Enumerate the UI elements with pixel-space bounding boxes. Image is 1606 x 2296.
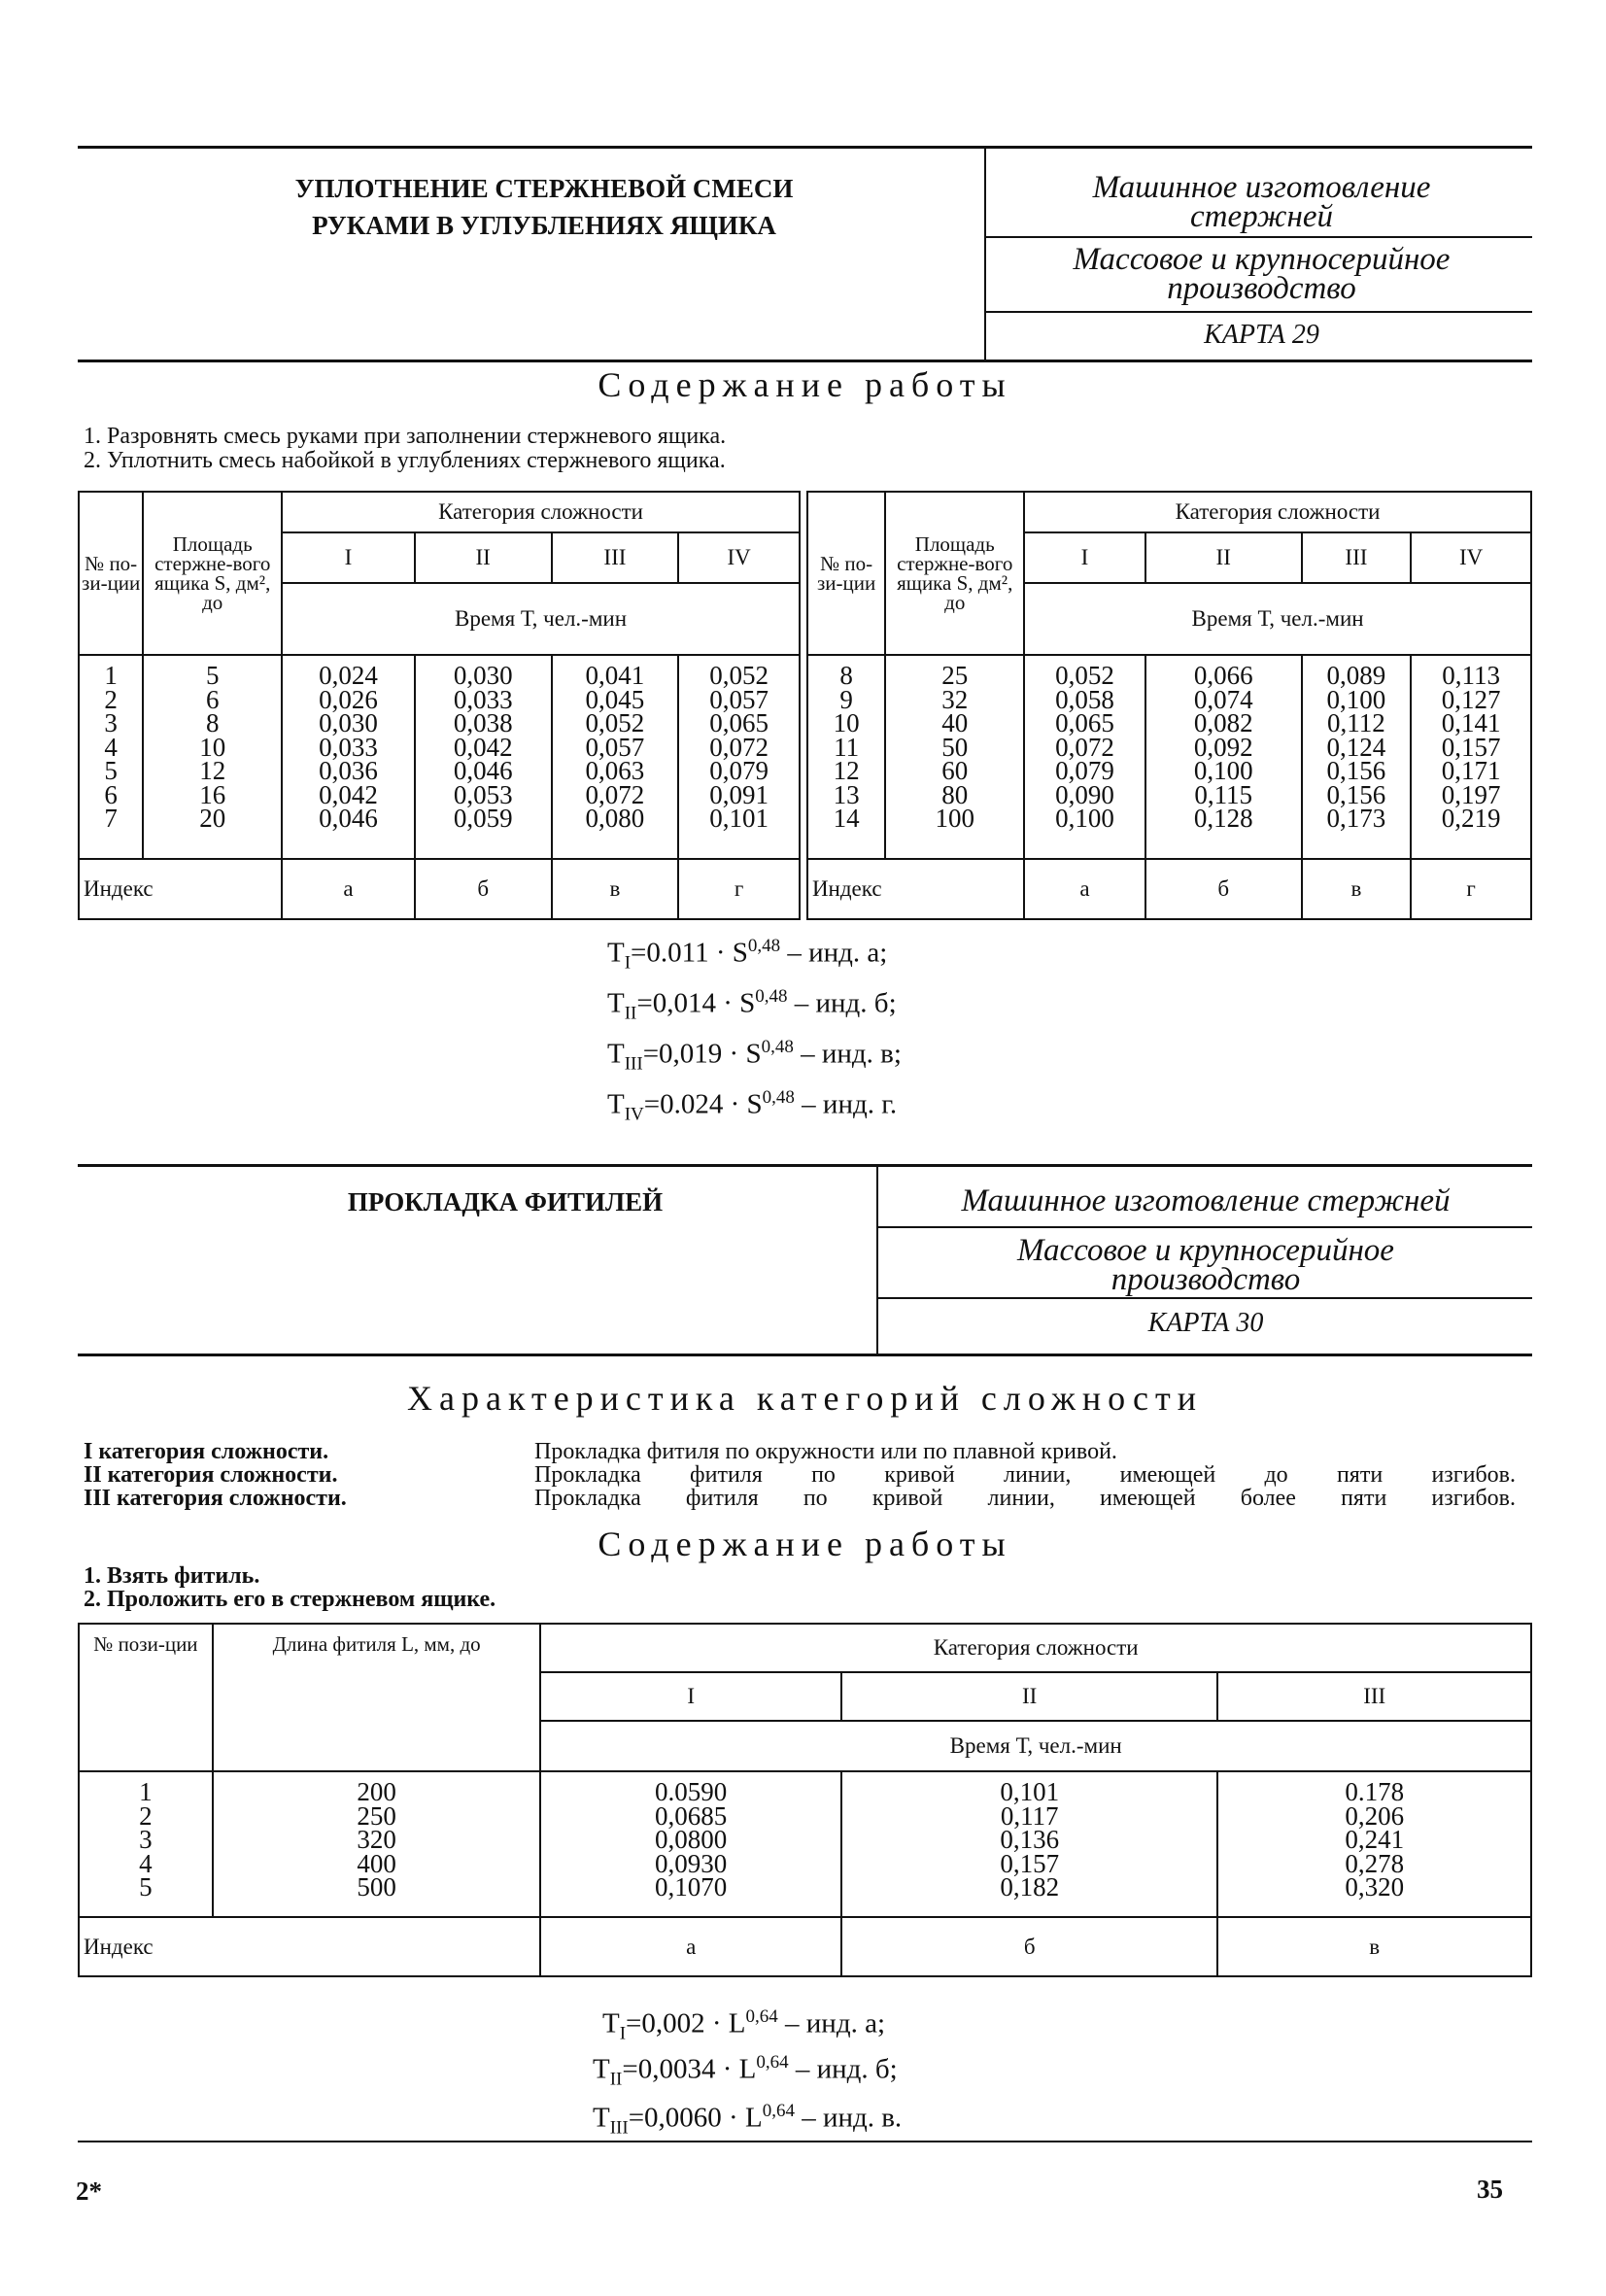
right-cat4-values xyxy=(1411,655,1531,859)
table-cell-value: 0,0800 xyxy=(655,1825,728,1854)
index-a-left: а xyxy=(282,859,415,919)
table-cell-value: 60 xyxy=(941,756,969,785)
formula-exp: 0,48 xyxy=(762,1087,795,1108)
col-pos-header-right: № по-зи-ции xyxy=(807,492,885,655)
table-cell-value: 0,128 xyxy=(1193,804,1253,833)
table-cell-value: 0.178 xyxy=(1345,1777,1405,1806)
table-cell-value: 0,079 xyxy=(709,756,769,785)
header-rule-1 xyxy=(984,236,1532,238)
col-category-header-left: Категория сложности xyxy=(282,492,800,532)
table-cell-value: 400 xyxy=(357,1848,396,1878)
table-cell-value: 0,115 xyxy=(1194,779,1253,809)
bottom-rule xyxy=(78,2141,1532,2142)
formula-expr: =0,002 · L xyxy=(626,2007,746,2039)
formula-expr: =0.024 · S xyxy=(643,1088,763,1120)
table-cell-value: 0,059 xyxy=(453,804,513,833)
table-cell-value: 0,024 xyxy=(319,661,378,690)
table-cell-value: 0,033 xyxy=(453,684,513,714)
right-cat2-values xyxy=(1145,655,1302,859)
index-a-right: а xyxy=(1024,859,1145,919)
left-areas xyxy=(143,655,282,859)
formula-index: – инд. б; xyxy=(787,987,897,1019)
table-cell-value: 0,089 xyxy=(1326,661,1386,690)
card30-index-label: Индекс xyxy=(79,1917,540,1976)
category-3-desc: Прокладка фитиля по кривой линии, имеющей более пяти изгибов. xyxy=(534,1486,1516,1511)
table-cell-value: 0,046 xyxy=(453,756,513,785)
formula-sub: II xyxy=(624,1003,637,1024)
table-cell-value: 0,090 xyxy=(1055,779,1114,809)
table-cell-value: 0,072 xyxy=(709,732,769,762)
table-cell-value: 80 xyxy=(941,779,969,809)
table-cell-value: 0,026 xyxy=(319,684,378,714)
table-cell-value: 0,1070 xyxy=(655,1872,728,1902)
formula-sub: II xyxy=(609,2069,623,2090)
table-cell-value: 0,124 xyxy=(1326,732,1386,762)
index-v-right: в xyxy=(1302,859,1412,919)
table-cell-value: 0,101 xyxy=(709,804,769,833)
cat-I-right: I xyxy=(1024,532,1145,583)
card29-formula-3: $T_{III}=0,019 \cdot S^{0,48}$ – инд. в; xyxy=(607,1037,902,1075)
table-cell-value: 12 xyxy=(199,756,226,785)
table-cell-value: 8 xyxy=(205,708,220,737)
card30-col-category-header: Категория сложности xyxy=(540,1624,1531,1672)
table-cell-value: 0,038 xyxy=(453,708,513,737)
table-cell-value: 5 xyxy=(205,661,220,690)
card29-title-line2: РУКАМИ В УГЛУБЛЕНИЯХ ЯЩИКА xyxy=(312,211,776,240)
formula-expr: =0,0060 · L xyxy=(628,2102,763,2134)
table-cell-value: 0,057 xyxy=(709,684,769,714)
left-positions xyxy=(79,655,143,859)
formula-sub: III xyxy=(624,1053,643,1075)
formula-index: – инд. в; xyxy=(793,1038,902,1070)
cat-II-right: II xyxy=(1145,532,1302,583)
formula-index: – инд. а; xyxy=(780,937,888,969)
category-3-name: III категория сложности. xyxy=(84,1486,347,1511)
right-cat3-values xyxy=(1302,655,1412,859)
table-cell-value: 0,171 xyxy=(1441,756,1501,785)
cat-IV-left: IV xyxy=(678,532,800,583)
card30-col-length-header: Длина фитиля L, мм, до xyxy=(213,1624,541,1771)
table-cell-value: 0,157 xyxy=(1000,1848,1060,1878)
formula-exp: 0,64 xyxy=(756,2052,789,2073)
header-divider xyxy=(984,146,986,361)
index-label-left: Индекс xyxy=(79,859,282,919)
table-cell-value: 100 xyxy=(935,804,974,833)
table-cell-value: 200 xyxy=(357,1777,396,1806)
col-category-header-right: Категория сложности xyxy=(1024,492,1531,532)
category-1-desc: Прокладка фитиля по окружности или по плавной кривой. xyxy=(534,1439,1117,1464)
table-cell-value: 0,112 xyxy=(1327,708,1385,737)
col-pos-header-left: № по-зи-ции xyxy=(79,492,143,655)
table-cell-value: 0,0930 xyxy=(655,1848,728,1878)
left-cat1-values xyxy=(282,655,415,859)
formula-expr: =0.011 · S xyxy=(631,937,748,969)
formula-expr: =0,019 · S xyxy=(642,1038,762,1070)
card30-production xyxy=(879,1233,1532,1297)
card29-card-label: КАРТА 29 xyxy=(1204,320,1319,350)
table-cell-value: 0,100 xyxy=(1055,804,1114,833)
table-cell-value: 0,278 xyxy=(1345,1848,1405,1878)
table-cell-value: 0,127 xyxy=(1441,684,1501,714)
index-g-right: г xyxy=(1411,859,1531,919)
table-cell-value: 0,101 xyxy=(1000,1777,1060,1806)
header-bottom-rule xyxy=(78,360,1532,362)
table-cell-value: 6 xyxy=(104,779,118,809)
card30-formula-2: $T_{II}=0,0034 \cdot L^{0,64}$ – инд. б; xyxy=(593,2052,898,2090)
table-cell-value: 0,045 xyxy=(585,684,645,714)
table-cell-value: 500 xyxy=(357,1872,396,1902)
table-cell-value: 0,173 xyxy=(1326,804,1386,833)
table-cell-value: 0,072 xyxy=(585,779,645,809)
table-cell-value: 1 xyxy=(104,661,118,690)
table-cell-value: 40 xyxy=(941,708,969,737)
card29-category-line1: Машинное изготовление xyxy=(1092,170,1431,205)
table-cell-value: 0,100 xyxy=(1193,756,1253,785)
card30-card-label: КАРТА 30 xyxy=(1147,1308,1264,1338)
formula-sub: IV xyxy=(624,1104,644,1125)
card30-production-line2: производство xyxy=(1111,1262,1301,1297)
table-cell-value: 2 xyxy=(104,684,118,714)
table-cell-value: 6 xyxy=(205,684,220,714)
card30-formula-3: $T_{III}=0,0060 \cdot L^{0,64}$ – инд. в. xyxy=(593,2101,903,2139)
table-cell-value: 0,113 xyxy=(1442,661,1500,690)
table-cell-value: 0,141 xyxy=(1441,708,1501,737)
table-cell-value: 14 xyxy=(833,804,860,833)
table-cell-value: 0,033 xyxy=(319,732,378,762)
card30-header-bottom-rule xyxy=(78,1354,1532,1356)
table-cell-value: 20 xyxy=(199,804,226,833)
table-cell-value: 250 xyxy=(357,1800,396,1831)
table-cell-value: 0,042 xyxy=(319,779,378,809)
table-cell-value: 0,053 xyxy=(453,779,513,809)
table-cell-value: 0,074 xyxy=(1193,684,1253,714)
card29-formula-4: $T_{IV}=0.024 \cdot S^{0,48}$ – инд. г. xyxy=(607,1087,898,1125)
formula-sub: I xyxy=(619,2023,627,2044)
table-cell-value: 0,117 xyxy=(1000,1800,1059,1831)
index-g-left: г xyxy=(678,859,800,919)
cat-IV-right: IV xyxy=(1411,532,1531,583)
table-cell-value: 0,065 xyxy=(1055,708,1114,737)
table-cell-value: 4 xyxy=(139,1848,153,1878)
card29-category-line2: стержней xyxy=(1189,199,1334,234)
card30-cat-I: I xyxy=(540,1672,841,1721)
card30-positions xyxy=(79,1771,213,1917)
table-cell-value: 8 xyxy=(839,661,853,690)
card30-header-divider xyxy=(876,1164,878,1355)
table-cell-value: 0,182 xyxy=(1000,1872,1060,1902)
table-cell-value: 0,042 xyxy=(453,732,513,762)
formula-exp: 0,48 xyxy=(747,936,781,956)
table-cell-value: 10 xyxy=(199,732,226,762)
card30-title: ПРОКЛАДКА ФИТИЛЕЙ xyxy=(347,1187,664,1217)
card29-formula-2: $T_{II}=0,014 \cdot S^{0,48}$ – инд. б; xyxy=(607,986,897,1024)
card30-cat-III: III xyxy=(1217,1672,1531,1721)
time-header-right: Время Т, чел.-мин xyxy=(1024,583,1531,655)
card30-category: Машинное изготовление стержней xyxy=(961,1183,1451,1218)
table-cell-value: 10 xyxy=(833,708,860,737)
table-cell-value: 5 xyxy=(104,756,118,785)
characteristic-heading: Характеристика категорий сложности xyxy=(406,1379,1203,1418)
table-cell-value: 7 xyxy=(104,804,118,833)
table-cell-value: 0,091 xyxy=(709,779,769,809)
table-cell-value: 0,219 xyxy=(1441,804,1501,833)
index-b-right: б xyxy=(1145,859,1302,919)
category-1-name: I категория сложности. xyxy=(84,1439,329,1464)
card30-col-pos-header: № пози-ции xyxy=(79,1624,213,1771)
signature-mark: 2* xyxy=(76,2176,102,2206)
card29-formula-1: $T_I=0.011 \cdot S^{0,48}$ – инд. а; xyxy=(607,936,888,974)
left-cat3-values xyxy=(552,655,679,859)
formula-exp: 0,48 xyxy=(761,1037,794,1057)
table-cell-value: 0,092 xyxy=(1193,732,1253,762)
card30-cat-II: II xyxy=(841,1672,1217,1721)
cat-I-left: I xyxy=(282,532,415,583)
card30-work-heading: Содержание работы xyxy=(598,1525,1012,1563)
card29-category xyxy=(991,170,1532,234)
table-cell-value: 0,072 xyxy=(1055,732,1114,762)
table-cell-value: 16 xyxy=(199,779,226,809)
card29-step-2: 2. Уплотнить смесь набойкой в углублениях стержневого ящика. xyxy=(84,448,726,473)
table-cell-value: 0,052 xyxy=(1055,661,1114,690)
card29-work-heading: Содержание работы xyxy=(598,365,1012,404)
table-cell-value: 0,156 xyxy=(1326,779,1386,809)
card29-production xyxy=(991,242,1532,306)
table-cell-value: 50 xyxy=(941,732,969,762)
table-cell-value: 0,063 xyxy=(585,756,645,785)
card30-lengths xyxy=(213,1771,541,1917)
table-cell-value: 0,036 xyxy=(319,756,378,785)
table-cell-value: 2 xyxy=(139,1800,153,1831)
card30-table xyxy=(78,1623,1532,1977)
formula-index: – инд. г. xyxy=(794,1088,898,1120)
formula-expr: =0,0034 · L xyxy=(622,2053,757,2085)
table-cell-value: 0,241 xyxy=(1345,1825,1405,1854)
table-cell-value: 0,157 xyxy=(1441,732,1501,762)
card30-index-v: в xyxy=(1217,1917,1531,1976)
formula-expr: =0,014 · S xyxy=(636,987,756,1019)
card29-production-line1: Массовое и крупносерийное xyxy=(1073,242,1451,277)
card30-step-2: 2. Проложить его в стержневом ящике. xyxy=(84,1587,496,1612)
header-rule-2 xyxy=(984,311,1532,313)
table-cell-value: 0,0685 xyxy=(655,1800,728,1831)
table-cell-value: 0,079 xyxy=(1055,756,1114,785)
table-cell-value: 0,041 xyxy=(585,661,645,690)
card29-title xyxy=(155,170,933,244)
table-cell-value: 4 xyxy=(104,732,118,762)
table-cell-value: 0,100 xyxy=(1326,684,1386,714)
table-cell-value: 3 xyxy=(139,1825,153,1854)
right-areas xyxy=(885,655,1024,859)
table-cell-value: 0,030 xyxy=(453,661,513,690)
table-cell-value: 3 xyxy=(104,708,118,737)
table-cell-value: 0,320 xyxy=(1345,1872,1405,1902)
table-cell-value: 0,197 xyxy=(1441,779,1501,809)
card30-cat2-values xyxy=(841,1771,1217,1917)
table-cell-value: 0,066 xyxy=(1193,661,1253,690)
table-cell-value: 0,080 xyxy=(585,804,645,833)
formula-exp: 0,64 xyxy=(762,2101,795,2121)
left-cat2-values xyxy=(415,655,552,859)
left-cat4-values xyxy=(678,655,800,859)
card29-step-1: 1. Разровнять смесь руками при заполнении стержневого ящика. xyxy=(84,424,727,449)
table-cell-value: 0,065 xyxy=(709,708,769,737)
cat-III-right: III xyxy=(1302,532,1412,583)
table-split xyxy=(800,492,807,919)
card30-step-1: 1. Взять фитиль. xyxy=(84,1563,260,1589)
top-rule xyxy=(78,146,1532,149)
card30-formula-1: $T_I=0,002 \cdot L^{0,64}$ – инд. а; xyxy=(602,2006,886,2044)
table-cell-value: 1 xyxy=(139,1777,153,1806)
table-cell-value: 0,206 xyxy=(1345,1800,1405,1831)
table-cell-value: 25 xyxy=(941,661,969,690)
index-b-left: б xyxy=(415,859,552,919)
card30-header-rule-1 xyxy=(876,1226,1532,1228)
card29-title-line1: УПЛОТНЕНИЕ СТЕРЖНЕВОЙ СМЕСИ xyxy=(294,174,794,203)
table-cell-value: 12 xyxy=(833,756,860,785)
table-cell-value: 320 xyxy=(357,1825,396,1854)
category-2-name: II категория сложности. xyxy=(84,1462,338,1488)
card29-table xyxy=(78,491,1532,920)
card30-top-rule xyxy=(78,1164,1532,1167)
card30-header-rule-2 xyxy=(876,1297,1532,1299)
card30-index-a: а xyxy=(540,1917,841,1976)
card30-production-line1: Массовое и крупносерийное xyxy=(1017,1233,1394,1268)
table-cell-value: 0,057 xyxy=(585,732,645,762)
table-cell-value: 0,058 xyxy=(1055,684,1114,714)
formula-exp: 0,48 xyxy=(755,986,788,1007)
right-cat1-values xyxy=(1024,655,1145,859)
table-cell-value: 0,082 xyxy=(1193,708,1253,737)
table-cell-value: 0,052 xyxy=(709,661,769,690)
formula-index: – инд. в. xyxy=(794,2102,903,2134)
page-number: 35 xyxy=(1477,2175,1503,2204)
card30-cat3-values xyxy=(1217,1771,1531,1917)
table-cell-value: 0,052 xyxy=(585,708,645,737)
formula-exp: 0,64 xyxy=(745,2006,778,2027)
table-cell-value: 0,136 xyxy=(1000,1825,1060,1854)
table-cell-value: 32 xyxy=(941,684,969,714)
cat-III-left: III xyxy=(552,532,679,583)
category-2-desc: Прокладка фитиля по кривой линии, имеющей до пяти изгибов. xyxy=(534,1462,1516,1488)
table-cell-value: 9 xyxy=(839,684,853,714)
formula-index: – инд. а; xyxy=(777,2007,886,2039)
formula-index: – инд. б; xyxy=(788,2053,898,2085)
time-header-left: Время Т, чел.-мин xyxy=(282,583,800,655)
card30-time-header: Время Т, чел.-мин xyxy=(540,1721,1531,1771)
card30-cat1-values xyxy=(540,1771,841,1917)
formula-sub: III xyxy=(609,2117,629,2139)
index-v-left: в xyxy=(552,859,679,919)
table-cell-value: 0.0590 xyxy=(655,1777,728,1806)
table-cell-value: 0,156 xyxy=(1326,756,1386,785)
card30-index-b: б xyxy=(841,1917,1217,1976)
table-cell-value: 11 xyxy=(834,732,860,762)
index-label-right: Индекс xyxy=(807,859,1024,919)
table-cell-value: 0,046 xyxy=(319,804,378,833)
right-positions xyxy=(807,655,885,859)
table-cell-value: 0,030 xyxy=(319,708,378,737)
cat-II-left: II xyxy=(415,532,552,583)
col-area-header-right: Площадь стержне-вого ящика S, дм², до xyxy=(885,492,1024,655)
col-area-header-left: Площадь стержне-вого ящика S, дм², до xyxy=(143,492,282,655)
table-cell-value: 13 xyxy=(833,779,860,809)
card29-production-line2: производство xyxy=(1167,271,1356,306)
table-cell-value: 5 xyxy=(139,1872,153,1902)
formula-sub: I xyxy=(624,952,632,974)
